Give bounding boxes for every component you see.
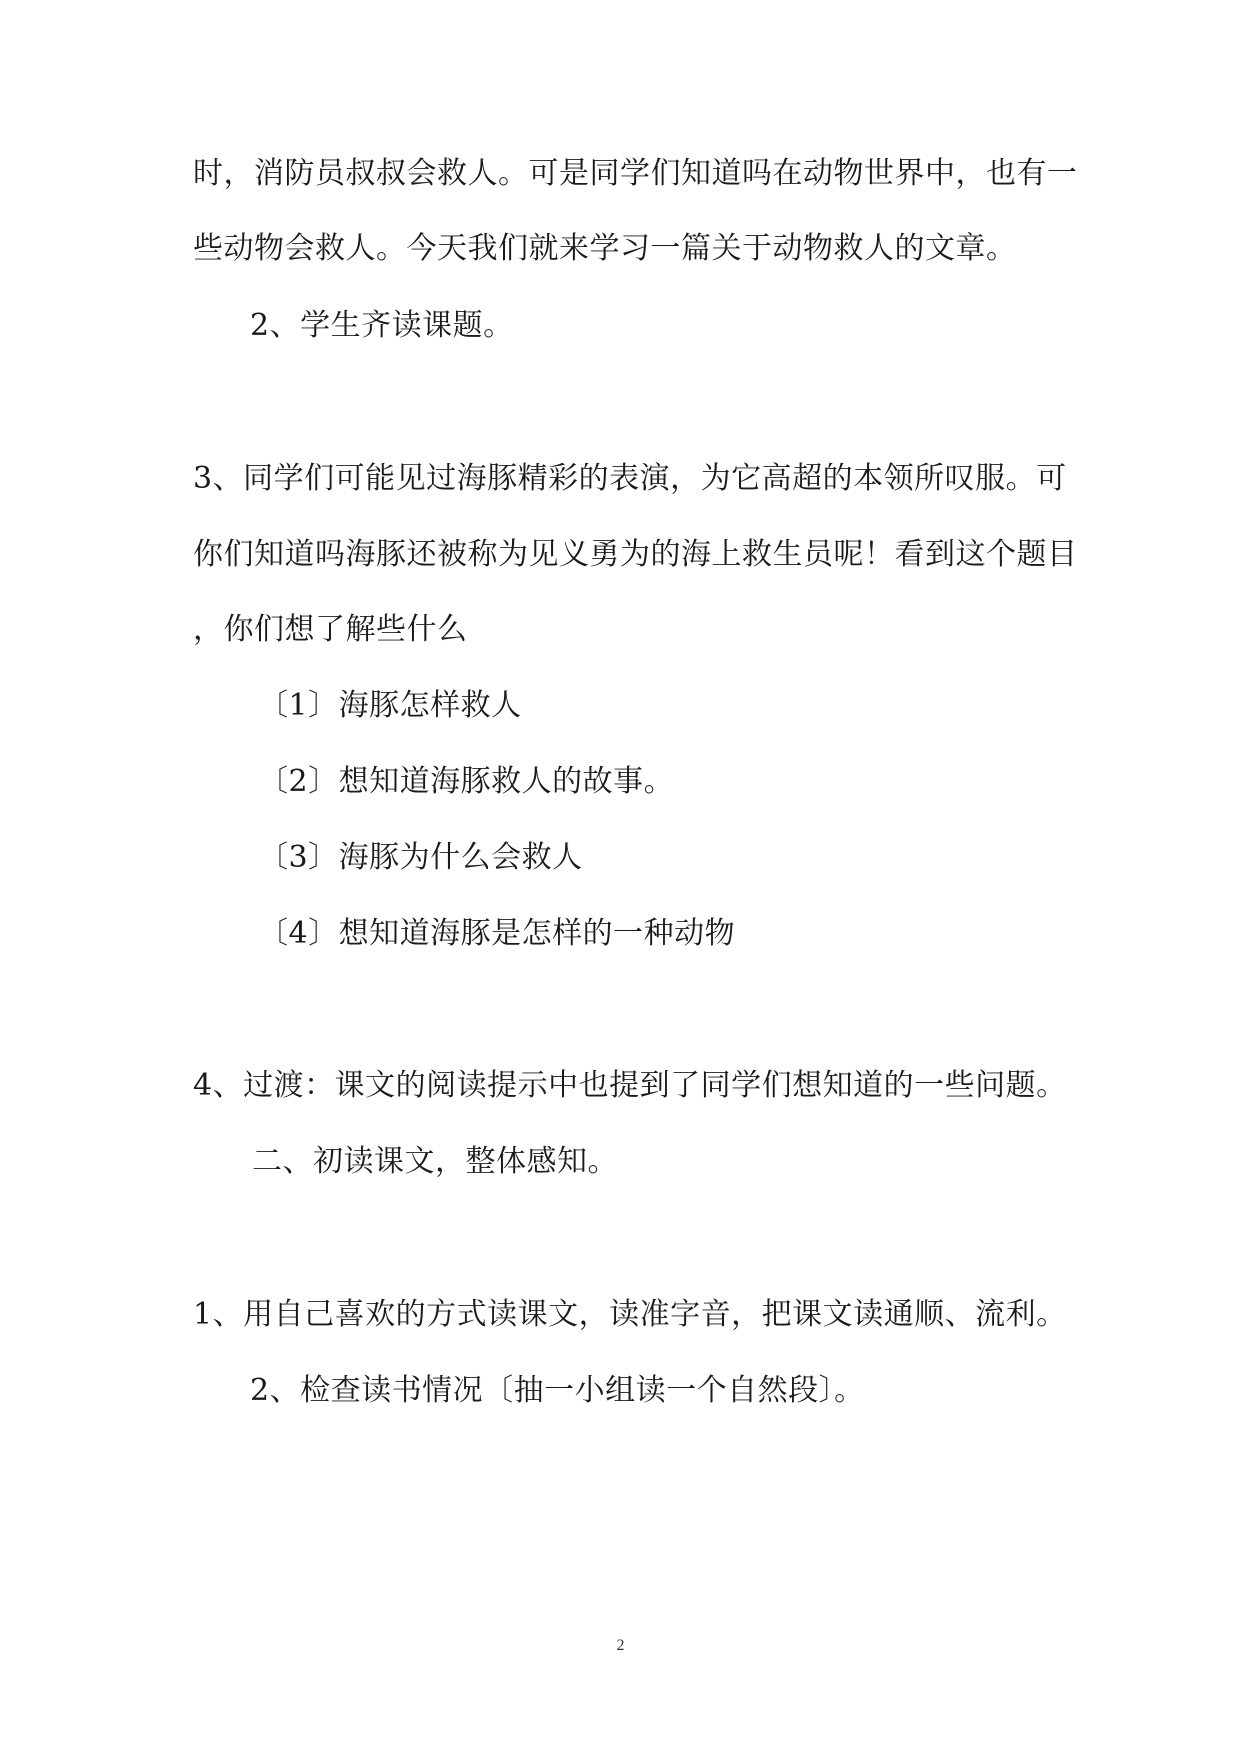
text-line: 4、过渡：课文的阅读提示中也提到了同学们想知道的一些问题。 <box>193 1068 1067 1103</box>
list-item: 〔3〕海豚为什么会救人 <box>258 840 583 875</box>
text-line: 3、同学们可能见过海豚精彩的表演，为它高超的本领所叹服。可 <box>193 461 1067 496</box>
text-line: 时，消防员叔叔会救人。可是同学们知道吗在动物世界中，也有一 <box>193 156 1078 191</box>
text-line: 1、用自己喜欢的方式读课文，读准字音，把课文读通顺、流利。 <box>193 1297 1067 1332</box>
list-item: 〔1〕海豚怎样救人 <box>258 688 522 723</box>
page-number: 2 <box>616 1637 625 1654</box>
text-line: ，你们想了解些什么 <box>193 612 468 647</box>
list-item: 〔4〕想知道海豚是怎样的一种动物 <box>258 916 736 951</box>
list-item: 2、学生齐读课题。 <box>250 308 514 343</box>
text-line: 你们知道吗海豚还被称为见义勇为的海上救生员呢！看到这个题目 <box>193 537 1078 572</box>
list-item: 〔2〕想知道海豚救人的故事。 <box>258 764 675 799</box>
list-item: 2、检查读书情况〔抽一小组读一个自然段〕。 <box>250 1373 865 1408</box>
section-heading: 二、初读课文，整体感知。 <box>252 1144 618 1179</box>
text-line: 些动物会救人。今天我们就来学习一篇关于动物救人的文章。 <box>193 231 1017 266</box>
